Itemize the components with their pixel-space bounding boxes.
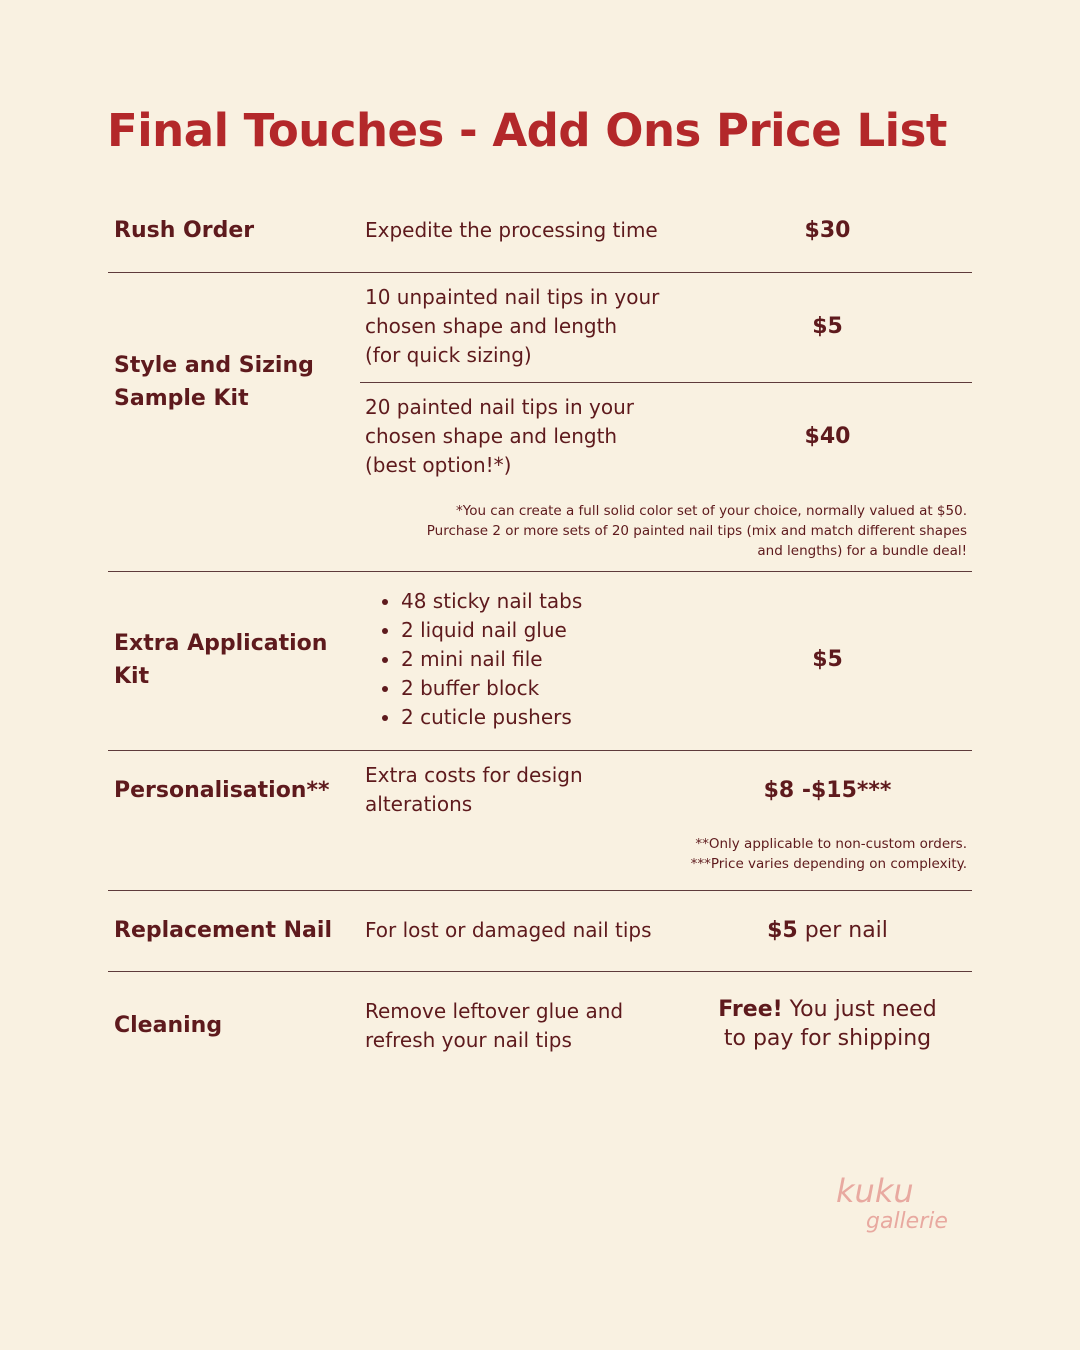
list-item: • 2 cuticle pushers [401,703,582,732]
item-price-application-kit: $5 [812,647,843,672]
item-name-cleaning: Cleaning [114,1013,223,1038]
kuku-gallerie-logo [830,1170,980,1240]
item-price-replacement-nail: $5 per nail [767,918,888,943]
divider [108,571,972,572]
item-option-price-unpainted: $5 [812,314,843,339]
item-price-cleaning: Free! You just need to pay for shipping [718,997,937,1051]
logo-line1: kuku [836,1172,914,1210]
item-name-rush-order: Rush Order [114,218,255,243]
application-kit-contents-list [365,587,582,732]
divider [108,750,972,751]
divider [360,382,972,383]
logo-line2: gallerie [866,1209,948,1234]
item-description-replacement-nail: For lost or damaged nail tips [365,918,652,942]
divider [108,971,972,972]
list-item: • 2 liquid nail glue [401,616,582,645]
item-description-personalisation: Extra costs for design alterations [365,763,583,816]
list-item: • 2 mini nail file [401,645,582,674]
item-price-rush-order: $30 [804,218,851,243]
sample-kit-footnote: *You can create a full solid color set of your choice, normally valued at $50. Purchase 2 or more sets of 20 painted nail tips (mix and match different shapes and lengths) for a bundle deal! [426,503,967,559]
item-description-cleaning: Remove leftover glue and refresh your nail tips [365,999,624,1052]
item-name-personalisation: Personalisation** [114,778,330,803]
list-item: • 2 buffer block [401,674,582,703]
item-name-sample-kit: Style and Sizing Sample Kit [114,353,314,411]
item-option-price-painted: $40 [804,424,851,449]
item-description-rush-order: Expedite the processing time [365,218,658,242]
personalisation-footnote: **Only applicable to non-custom orders. ***Price varies depending on complexity. [690,836,967,872]
divider [108,272,972,273]
item-name-replacement-nail: Replacement Nail [114,918,332,943]
item-option-description-unpainted: 10 unpainted nail tips in your chosen shape and length (for quick sizing) [365,285,660,367]
divider [108,890,972,891]
item-name-application-kit: Extra Application Kit [114,631,328,689]
item-option-description-painted: 20 painted nail tips in your chosen shape and length (best option!*) [365,395,635,477]
item-price-personalisation: $8 -$15*** [763,778,892,803]
list-item: • 48 sticky nail tabs [401,587,582,616]
page-title: Final Touches - Add Ons Price List [107,104,947,157]
